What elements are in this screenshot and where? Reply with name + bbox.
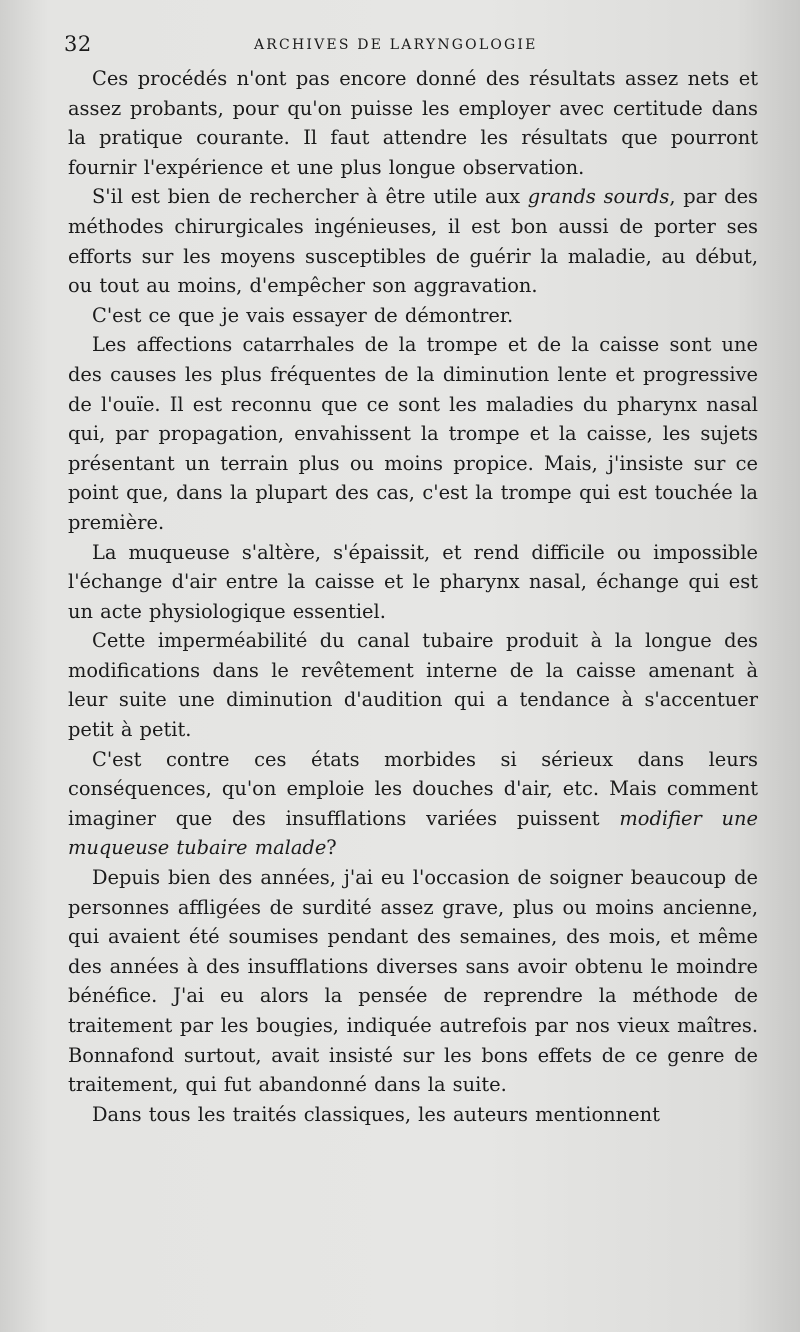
paragraph-7-text-end: ? — [326, 836, 337, 860]
body-text — [68, 64, 758, 1129]
paragraph-4: Les affections catarrhales de la trompe et de la caisse sont une des causes les plus fréquentes de la diminution lente et progressive de l'ouïe. Il est reconnu que ce sont les maladies du pharynx nasal qui, par propagation, envahissent la trompe et la caisse, les sujets présentant un terrain plus ou moins propice. Mais, j'insiste sur ce point que, dans la plupart des cas, c'est la trompe qui est touchée la première. — [68, 333, 758, 534]
paragraph-8: Depuis bien des années, j'ai eu l'occasion de soigner beaucoup de personnes affligées de surdité assez grave, plus ou moins ancienne, qui avaient été soumises pendant des semaines, des mois, et même des années à des insufflations diverses sans avoir obtenu le moindre bénéfice. J'ai eu alors la pensée de reprendre la méthode de traitement par les bougies, indiquée autrefois par nos vieux maîtres. Bonnafond surtout, avait insisté sur les bons effets de ce genre de traitement, qui fut abandonné dans la suite. — [68, 866, 758, 1097]
paragraph-2 — [68, 182, 758, 300]
paragraph-6: Cette imperméabilité du canal tubaire produit à la longue des modifications dans le revêtement interne de la caisse amenant à leur suite une diminution d'audition qui a tendance à s'accentuer petit à petit. — [68, 629, 758, 742]
running-head: ARCHIVES DE LARYNGOLOGIE — [254, 37, 538, 53]
paragraph-2-text-start: S'il est bien de rechercher à être utile aux — [92, 185, 528, 209]
paragraph-3: C'est ce que je vais essayer de démontrer. — [92, 303, 514, 327]
paragraph-1: Ces procédés n'ont pas encore donné des résultats assez nets et assez probants, pour qu'on puisse les employer avec certitude dans la pratique courante. Il faut attendre les résultats que pourront fournir l'expérience et une plus longue observation. — [68, 67, 758, 179]
paragraph-2-italic: grands sourds — [527, 185, 670, 209]
paragraph-7-italic: modifier une muqueuse tubaire malade — [68, 806, 758, 860]
page-number: 32 — [64, 32, 92, 56]
paragraph-7-text-start: C'est contre ces états morbides si sérieux dans leurs conséquences, qu'on emploie les douches d'air, etc. Mais comment imaginer que des insufflations variées puissent — [68, 747, 758, 830]
paragraph-7 — [68, 745, 758, 863]
page-header — [64, 26, 764, 62]
paragraph-2-text-end: , par des méthodes chirurgicales ingénieuses, il est bon aussi de porter ses efforts sur les moyens susceptibles de guérir la maladie, au début, ou tout au moins, d'empêcher son aggravation. — [68, 185, 758, 298]
paragraph-5: La muqueuse s'altère, s'épaissit, et rend difficile ou impossible l'échange d'air entre la caisse et le pharynx nasal, échange qui est un acte physiologique essentiel. — [68, 540, 758, 623]
paragraph-9: Dans tous les traités classiques, les auteurs mentionnent — [92, 1102, 660, 1126]
